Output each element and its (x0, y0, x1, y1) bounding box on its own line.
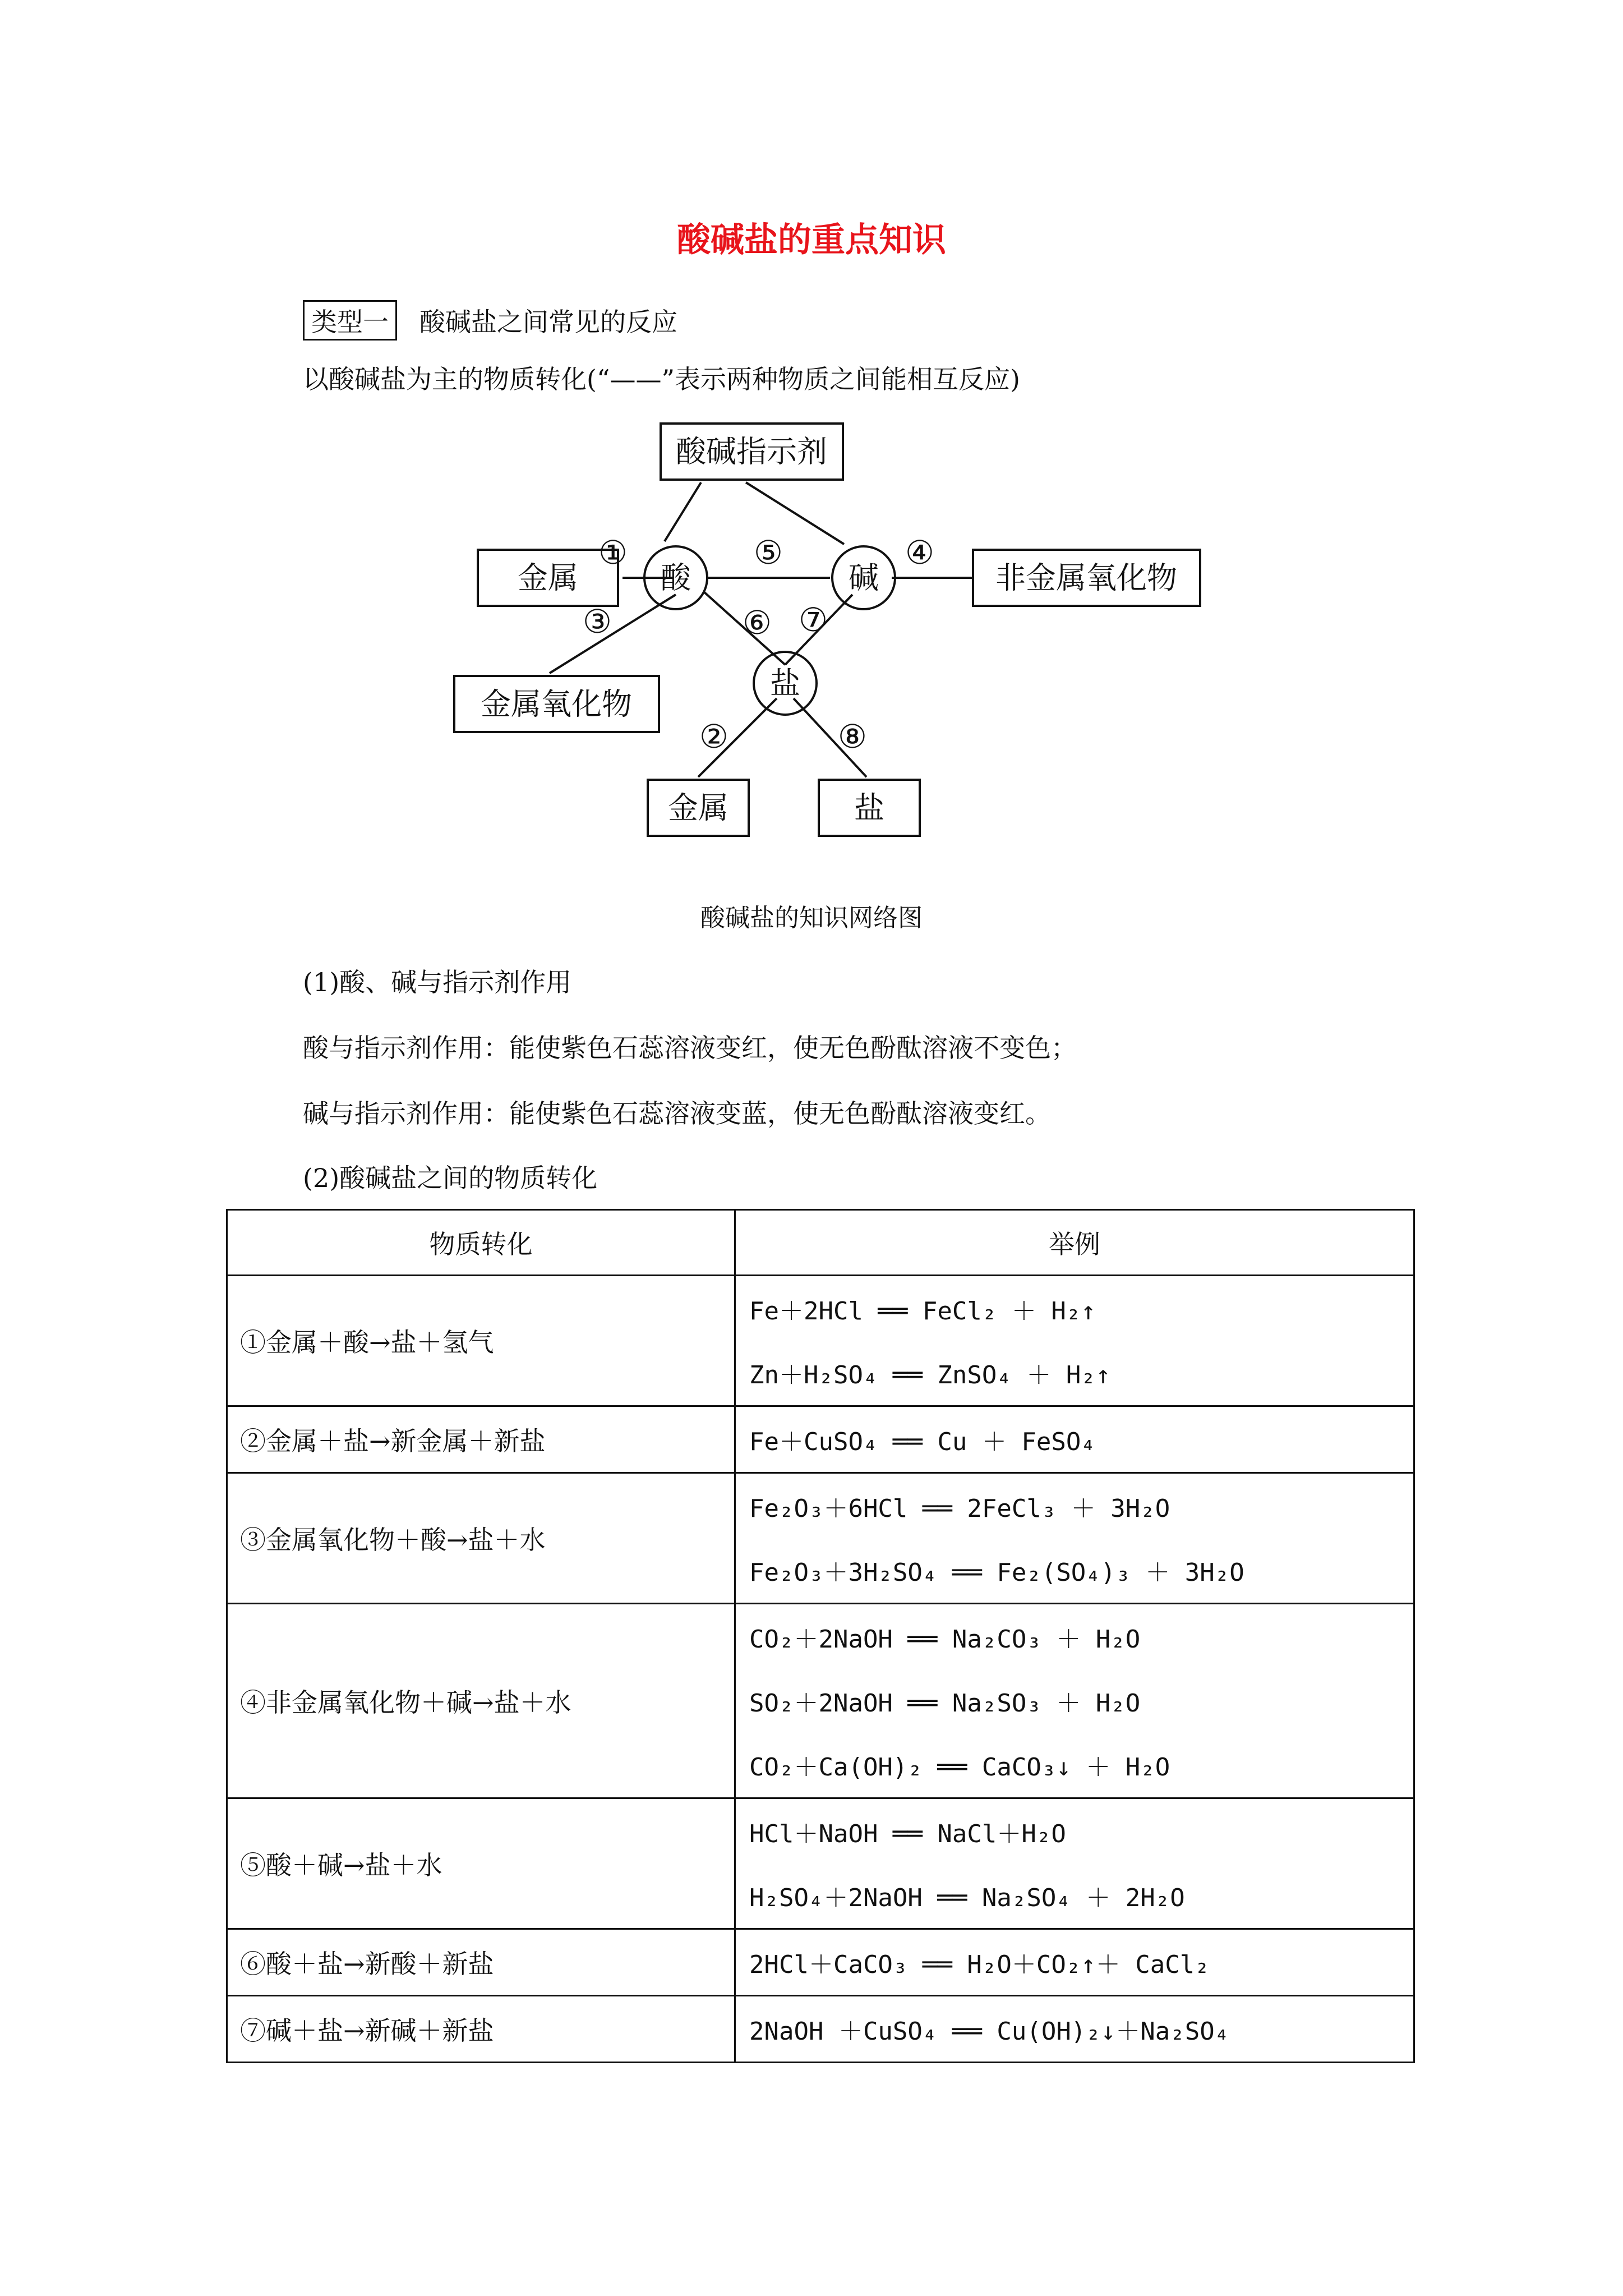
diagram-caption: 酸碱盐的知识网络图 (700, 904, 923, 932)
label-3: ③ (583, 602, 612, 641)
node-base: 碱 (849, 560, 879, 596)
conversion-type: ⑤酸＋碱→盐＋水 (227, 1798, 735, 1929)
reaction-equation: CO₂＋2NaOH ══ Na₂CO₃ ＋ H₂O (749, 1625, 1141, 1654)
conversion-table (226, 1209, 1415, 2063)
label-1: ① (598, 533, 628, 572)
reaction-equation: Fe＋CuSO₄ ══ Cu ＋ FeSO₄ (749, 1428, 1096, 1456)
sub1-heading: (1)酸、碱与指示剂作用 (303, 967, 572, 997)
reaction-equation: Fe₂O₃＋6HCl ══ 2FeCl₃ ＋ 3H₂O (749, 1494, 1170, 1523)
label-4: ④ (905, 533, 934, 572)
reaction-equation: Zn＋H₂SO₄ ══ ZnSO₄ ＋ H₂↑ (749, 1361, 1111, 1389)
table-row (227, 1996, 1414, 2063)
conversion-type: ⑥酸＋盐→新酸＋新盐 (227, 1929, 735, 1996)
sub2-heading: (2)酸碱盐之间的物质转化 (303, 1163, 598, 1193)
examples-cell (735, 1996, 1414, 2063)
table-row (227, 1276, 1414, 1406)
examples-cell (735, 1798, 1414, 1929)
node-metal-oxide: 金属氧化物 (481, 686, 632, 722)
conversion-type: ②金属＋盐→新金属＋新盐 (227, 1406, 735, 1473)
table-header-type: 物质转化 (227, 1210, 735, 1276)
table-row (227, 1604, 1414, 1798)
label-2: ② (699, 717, 728, 756)
intro-text: 以酸碱盐为主的物质转化(“——”表示两种物质之间能相互反应) (303, 364, 1020, 394)
reaction-equation: HCl＋NaOH ══ NaCl＋H₂O (749, 1820, 1066, 1848)
section-tag: 类型一 (303, 300, 397, 341)
table-row (227, 1406, 1414, 1473)
node-salt-bottom: 盐 (854, 790, 884, 826)
reaction-equation: Fe₂O₃＋3H₂SO₄ ══ Fe₂(SO₄)₃ ＋ 3H₂O (749, 1558, 1244, 1587)
label-7: ⑦ (799, 601, 828, 639)
reaction-equation: 2NaOH ＋CuSO₄ ══ Cu(OH)₂↓＋Na₂SO₄ (749, 2017, 1230, 2046)
node-metal-bottom: 金属 (668, 790, 728, 826)
reaction-equation: CO₂＋Ca(OH)₂ ══ CaCO₃↓ ＋ H₂O (749, 1753, 1170, 1782)
knowledge-network-diagram (437, 415, 1223, 864)
table-row (227, 1929, 1414, 1996)
node-nonmetal-oxide: 非金属氧化物 (995, 560, 1177, 596)
acid-indicator-text: 酸与指示剂作用：能使紫色石蕊溶液变红，使无色酚酞溶液不变色； (303, 1033, 1077, 1063)
conversion-type: ⑦碱＋盐→新碱＋新盐 (227, 1996, 735, 2063)
node-acid: 酸 (661, 560, 691, 596)
label-6: ⑥ (743, 604, 772, 642)
table-row (227, 1798, 1414, 1929)
conversion-type: ①金属＋酸→盐＋氢气 (227, 1276, 735, 1406)
section-heading (303, 300, 677, 341)
examples-cell (735, 1406, 1414, 1473)
examples-cell (735, 1276, 1414, 1406)
table-row (227, 1473, 1414, 1604)
label-5: ⑤ (754, 533, 783, 572)
conversion-type: ④非金属氧化物＋碱→盐＋水 (227, 1604, 735, 1798)
label-8: ⑧ (838, 717, 867, 756)
node-metal-left: 金属 (518, 560, 578, 596)
reaction-equation: Fe＋2HCl ══ FeCl₂ ＋ H₂↑ (749, 1297, 1096, 1326)
examples-cell (735, 1473, 1414, 1604)
page-title: 酸碱盐的重点知识 (677, 220, 946, 260)
node-salt-center: 盐 (770, 665, 800, 701)
reaction-equation: H₂SO₄＋2NaOH ══ Na₂SO₄ ＋ 2H₂O (749, 1884, 1185, 1912)
section-title: 酸碱盐之间常见的反应 (419, 307, 677, 337)
examples-cell (735, 1929, 1414, 1996)
reaction-equation: 2HCl＋CaCO₃ ══ H₂O＋CO₂↑＋ CaCl₂ (749, 1950, 1210, 1979)
conversion-type: ③金属氧化物＋酸→盐＋水 (227, 1473, 735, 1604)
reaction-equation: SO₂＋2NaOH ══ Na₂SO₃ ＋ H₂O (749, 1689, 1141, 1718)
node-indicator: 酸碱指示剂 (676, 434, 827, 470)
examples-cell (735, 1604, 1414, 1798)
base-indicator-text: 碱与指示剂作用：能使紫色石蕊溶液变蓝，使无色酚酞溶液变红。 (303, 1098, 1051, 1129)
table-header-example: 举例 (735, 1210, 1414, 1276)
edge-indicator-acid (665, 482, 701, 541)
